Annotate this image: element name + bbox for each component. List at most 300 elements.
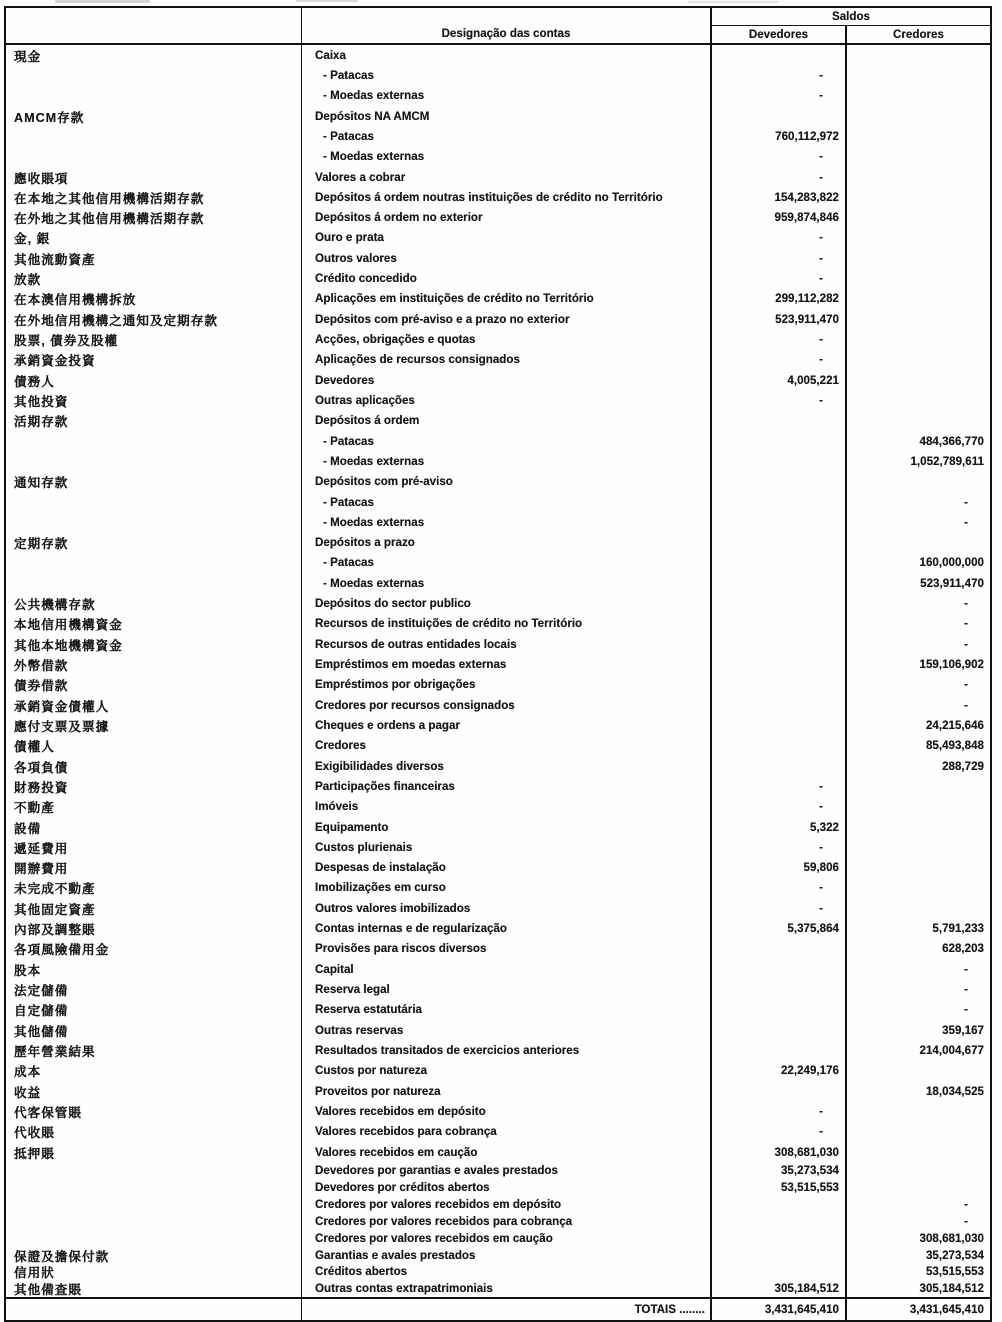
account-name-chinese: 金, 銀 xyxy=(6,228,302,248)
table-row xyxy=(6,593,990,613)
devedores-value xyxy=(712,1000,847,1020)
account-name-chinese: 財務投資 xyxy=(6,776,302,796)
credores-value xyxy=(847,309,990,329)
saldos-subheader-row xyxy=(712,26,990,43)
devedores-value: 35,273,534 xyxy=(712,1162,847,1179)
credores-value xyxy=(847,329,990,349)
credores-value: - xyxy=(964,983,968,997)
account-name-portuguese: Participações financeiras xyxy=(302,776,712,796)
devedores-value xyxy=(712,756,847,776)
account-name-chinese: 其他本地機構資金 xyxy=(6,634,302,654)
scan-artifact xyxy=(688,1,778,3)
accounts-table xyxy=(4,6,992,1322)
devedores-value: 53,515,553 xyxy=(712,1179,847,1196)
account-name-portuguese: Proveitos por natureza xyxy=(302,1081,712,1101)
account-name-chinese: 其他固定資產 xyxy=(6,898,302,918)
table-row xyxy=(6,451,990,471)
account-name-chinese: 內部及調整賬 xyxy=(6,918,302,938)
totals-row xyxy=(6,1297,990,1320)
account-name-chinese: 其他儲備 xyxy=(6,1020,302,1040)
table-row xyxy=(6,1020,990,1040)
table-row xyxy=(6,1061,990,1081)
credores-value xyxy=(847,878,990,898)
account-name-chinese: 自定儲備 xyxy=(6,1000,302,1020)
devedores-column-header: Devedores xyxy=(712,26,847,43)
credores-value xyxy=(847,533,990,553)
account-name-chinese: 其他備查賬 xyxy=(6,1280,302,1297)
credores-value xyxy=(847,776,990,796)
account-name-portuguese: Reserva estatutária xyxy=(302,1000,712,1020)
table-row xyxy=(6,1000,990,1020)
account-name-portuguese: Devedores por garantias e avales prestados xyxy=(302,1162,712,1179)
table-row xyxy=(6,65,990,85)
account-name-chinese xyxy=(6,553,302,573)
totals-devedores-value: 3,431,645,410 xyxy=(712,1299,847,1320)
table-row xyxy=(6,472,990,492)
account-name-portuguese: Cheques e ordens a pagar xyxy=(302,715,712,735)
table-row xyxy=(6,228,990,248)
credores-value: 308,681,030 xyxy=(919,1231,984,1245)
devedores-value xyxy=(712,106,847,126)
account-name-portuguese: Aplicações em instituições de crédito no Território xyxy=(302,289,712,309)
devedores-value: 22,249,176 xyxy=(712,1061,847,1081)
devedores-value: - xyxy=(712,898,847,918)
account-name-portuguese: Empréstimos por obrigações xyxy=(302,675,712,695)
account-name-portuguese: Reserva legal xyxy=(302,979,712,999)
account-name-chinese: 承銷資金投資 xyxy=(6,350,302,370)
credores-value xyxy=(847,370,990,390)
credores-value: - xyxy=(964,597,968,611)
devedores-value: 59,806 xyxy=(712,858,847,878)
account-name-portuguese: - Moedas externas xyxy=(302,573,712,593)
devedores-value xyxy=(712,1230,847,1247)
credores-value: 523,911,470 xyxy=(920,576,984,590)
devedores-value: - xyxy=(712,390,847,410)
credores-value: 305,184,512 xyxy=(919,1282,984,1296)
credores-value: 359,167 xyxy=(942,1023,984,1037)
credores-value xyxy=(847,858,990,878)
account-name-portuguese: Caixa xyxy=(302,45,712,65)
account-name-portuguese: Exigibilidades diversos xyxy=(302,756,712,776)
table-row xyxy=(6,106,990,126)
account-name-portuguese: Outros valores imobilizados xyxy=(302,898,712,918)
account-name-portuguese: Outras aplicações xyxy=(302,390,712,410)
table-row xyxy=(6,1122,990,1142)
devedores-value xyxy=(712,45,847,65)
account-name-chinese: 代客保管賬 xyxy=(6,1101,302,1121)
devedores-value xyxy=(712,979,847,999)
credores-value xyxy=(847,45,990,65)
credores-value: 53,515,553 xyxy=(925,1265,984,1279)
account-name-chinese xyxy=(6,451,302,471)
credores-value xyxy=(847,86,990,106)
account-name-portuguese: Capital xyxy=(302,959,712,979)
table-row xyxy=(6,573,990,593)
credores-value: - xyxy=(964,1214,968,1228)
credores-value: - xyxy=(964,617,968,631)
table-row xyxy=(6,492,990,512)
table-row xyxy=(6,939,990,959)
account-name-portuguese: Empréstimos em moedas externas xyxy=(302,654,712,674)
credores-value xyxy=(847,106,990,126)
account-name-chinese: 股票, 債券及股權 xyxy=(6,329,302,349)
table-row xyxy=(6,1101,990,1121)
table-row xyxy=(6,918,990,938)
table-row xyxy=(6,248,990,268)
table-row xyxy=(6,1040,990,1060)
account-name-chinese: 股本 xyxy=(6,959,302,979)
account-name-chinese: 代收賬 xyxy=(6,1122,302,1142)
account-name-chinese xyxy=(6,573,302,593)
credores-value xyxy=(847,268,990,288)
account-name-portuguese: Depósitos do sector publico xyxy=(302,593,712,613)
account-name-portuguese: Contas internas e de regularização xyxy=(302,918,712,938)
devedores-value xyxy=(712,451,847,471)
totals-label: TOTAIS ........ xyxy=(302,1299,712,1320)
account-name-chinese xyxy=(6,65,302,85)
account-name-portuguese: Custos por natureza xyxy=(302,1061,712,1081)
table-row xyxy=(6,86,990,106)
account-name-portuguese: Provisões para riscos diversos xyxy=(302,939,712,959)
devedores-value xyxy=(712,1040,847,1060)
table-row xyxy=(6,654,990,674)
credores-value: 35,273,534 xyxy=(925,1248,984,1262)
account-name-chinese: 放款 xyxy=(6,268,302,288)
account-name-portuguese: Recursos de outras entidades locais xyxy=(302,634,712,654)
devedores-value xyxy=(712,472,847,492)
credores-value: 628,203 xyxy=(942,942,984,956)
devedores-value: 299,112,282 xyxy=(712,289,847,309)
account-name-portuguese: Devedores xyxy=(302,370,712,390)
credores-value xyxy=(847,390,990,410)
table-row xyxy=(6,959,990,979)
devedores-value: - xyxy=(712,329,847,349)
table-row xyxy=(6,1247,990,1264)
account-name-portuguese: Despesas de instalação xyxy=(302,858,712,878)
table-row xyxy=(6,370,990,390)
credores-value xyxy=(847,208,990,228)
account-name-chinese xyxy=(6,1230,302,1247)
table-row xyxy=(6,695,990,715)
credores-value: - xyxy=(964,1003,968,1017)
account-name-portuguese: Credores por valores recebidos em depósito xyxy=(302,1196,712,1213)
credores-value: 159,106,902 xyxy=(919,658,984,672)
devedores-value xyxy=(712,1247,847,1264)
devedores-value: - xyxy=(712,65,847,85)
devedores-value xyxy=(712,675,847,695)
account-name-chinese: 歷年營業結果 xyxy=(6,1040,302,1060)
credores-value: 24,215,646 xyxy=(925,718,984,732)
account-name-chinese: AMCM存款 xyxy=(6,106,302,126)
account-name-portuguese: Credores xyxy=(302,736,712,756)
table-row xyxy=(6,736,990,756)
account-name-chinese: 在外地之其他信用機構活期存款 xyxy=(6,208,302,228)
account-name-chinese: 設備 xyxy=(6,817,302,837)
devedores-value: 523,911,470 xyxy=(712,309,847,329)
devedores-value xyxy=(712,614,847,634)
account-name-chinese xyxy=(6,1196,302,1213)
account-name-portuguese: - Patacas xyxy=(302,431,712,451)
table-body xyxy=(6,45,990,1297)
account-name-chinese xyxy=(6,1213,302,1230)
devedores-value xyxy=(712,939,847,959)
devedores-value: - xyxy=(712,167,847,187)
account-name-portuguese: Valores recebidos em depósito xyxy=(302,1101,712,1121)
credores-value xyxy=(847,1162,990,1179)
account-name-chinese: 其他投資 xyxy=(6,390,302,410)
credores-value: - xyxy=(964,678,968,692)
credores-value: 18,034,525 xyxy=(925,1084,984,1098)
account-name-portuguese: Depósitos á ordem xyxy=(302,411,712,431)
credores-value xyxy=(847,248,990,268)
table-row xyxy=(6,329,990,349)
devedores-value xyxy=(712,553,847,573)
designacao-column-header: Designação das contas xyxy=(302,8,712,43)
table-row xyxy=(6,390,990,410)
table-row xyxy=(6,512,990,532)
devedores-value xyxy=(712,512,847,532)
account-name-portuguese: Resultados transitados de exercicios anteriores xyxy=(302,1040,712,1060)
account-name-portuguese: Credores por valores recebidos para cobrança xyxy=(302,1213,712,1230)
account-name-portuguese: Equipamento xyxy=(302,817,712,837)
credores-value xyxy=(847,1122,990,1142)
account-name-portuguese: Credores por valores recebidos em caução xyxy=(302,1230,712,1247)
account-name-portuguese: Imóveis xyxy=(302,797,712,817)
devedores-value: - xyxy=(712,228,847,248)
account-name-portuguese: - Patacas xyxy=(302,126,712,146)
credores-value xyxy=(847,187,990,207)
devedores-value: 308,681,030 xyxy=(712,1142,847,1162)
account-name-chinese: 各項風險備用金 xyxy=(6,939,302,959)
credores-value xyxy=(847,289,990,309)
table-row xyxy=(6,1142,990,1162)
table-row xyxy=(6,1196,990,1213)
account-name-chinese xyxy=(6,492,302,512)
devedores-value xyxy=(712,654,847,674)
credores-value xyxy=(847,1101,990,1121)
table-row xyxy=(6,350,990,370)
table-row xyxy=(6,126,990,146)
devedores-value xyxy=(712,1020,847,1040)
account-name-portuguese: Depósitos NA AMCM xyxy=(302,106,712,126)
account-name-chinese xyxy=(6,86,302,106)
credores-value: 214,004,677 xyxy=(919,1043,984,1057)
devedores-value: 5,375,864 xyxy=(712,918,847,938)
account-name-chinese: 遞延費用 xyxy=(6,837,302,857)
table-row xyxy=(6,979,990,999)
credores-value xyxy=(847,898,990,918)
account-name-chinese: 債券借款 xyxy=(6,675,302,695)
devedores-value xyxy=(712,634,847,654)
account-name-chinese: 在本地之其他信用機構活期存款 xyxy=(6,187,302,207)
account-name-portuguese: Créditos abertos xyxy=(302,1264,712,1281)
credores-value xyxy=(847,147,990,167)
table-row xyxy=(6,878,990,898)
devedores-value: - xyxy=(712,86,847,106)
table-row xyxy=(6,45,990,65)
devedores-value: - xyxy=(712,147,847,167)
account-name-portuguese: Ouro e prata xyxy=(302,228,712,248)
account-name-chinese: 成本 xyxy=(6,1061,302,1081)
devedores-value xyxy=(712,492,847,512)
account-name-chinese: 承銷資金債權人 xyxy=(6,695,302,715)
account-name-portuguese: Valores a cobrar xyxy=(302,167,712,187)
table-row xyxy=(6,187,990,207)
account-name-chinese: 抵押賬 xyxy=(6,1142,302,1162)
account-name-chinese: 現金 xyxy=(6,45,302,65)
devedores-value: - xyxy=(712,797,847,817)
account-name-chinese: 應收賬項 xyxy=(6,167,302,187)
account-name-chinese xyxy=(6,1179,302,1196)
devedores-value xyxy=(712,959,847,979)
table-row xyxy=(6,1179,990,1196)
account-name-portuguese: Garantias e avales prestados xyxy=(302,1247,712,1264)
account-name-chinese: 本地信用機構資金 xyxy=(6,614,302,634)
devedores-value: - xyxy=(712,837,847,857)
credores-value: 5,791,233 xyxy=(932,922,984,936)
account-name-chinese: 各項負債 xyxy=(6,756,302,776)
table-row xyxy=(6,208,990,228)
account-name-portuguese: - Patacas xyxy=(302,553,712,573)
table-row xyxy=(6,1230,990,1247)
account-name-chinese: 其他流動資產 xyxy=(6,248,302,268)
credores-value xyxy=(847,1142,990,1162)
credores-value xyxy=(847,837,990,857)
credores-value xyxy=(847,65,990,85)
credores-value xyxy=(847,126,990,146)
table-row xyxy=(6,147,990,167)
table-header xyxy=(6,8,990,45)
account-name-chinese: 在外地信用機構之通知及定期存款 xyxy=(6,309,302,329)
table-row xyxy=(6,289,990,309)
devedores-value: - xyxy=(712,878,847,898)
devedores-value xyxy=(712,431,847,451)
credores-value: 85,493,848 xyxy=(925,739,984,753)
table-row xyxy=(6,817,990,837)
account-name-chinese xyxy=(6,126,302,146)
credores-value xyxy=(847,472,990,492)
account-name-portuguese: Valores recebidos em caução xyxy=(302,1142,712,1162)
account-name-portuguese: - Moedas externas xyxy=(302,86,712,106)
devedores-value: - xyxy=(712,350,847,370)
scan-artifact xyxy=(55,0,150,3)
credores-value: - xyxy=(964,962,968,976)
account-name-portuguese: Custos plurienais xyxy=(302,837,712,857)
account-name-portuguese: Depósitos a prazo xyxy=(302,533,712,553)
devedores-value xyxy=(712,1213,847,1230)
account-name-chinese: 不動產 xyxy=(6,797,302,817)
scan-artifact xyxy=(296,0,358,2)
account-name-portuguese: Aplicações de recursos consignados xyxy=(302,350,712,370)
credores-value xyxy=(847,411,990,431)
table-row xyxy=(6,268,990,288)
table-row xyxy=(6,431,990,451)
account-name-chinese: 收益 xyxy=(6,1081,302,1101)
account-name-portuguese: Outras contas extrapatrimoniais xyxy=(302,1280,712,1297)
saldos-header-group xyxy=(712,8,990,43)
credores-value xyxy=(847,167,990,187)
totals-chinese-cell xyxy=(6,1299,302,1320)
table-row xyxy=(6,533,990,553)
credores-value: 484,366,770 xyxy=(919,434,984,448)
account-name-portuguese: - Moedas externas xyxy=(302,451,712,471)
devedores-value: - xyxy=(712,1101,847,1121)
devedores-value xyxy=(712,573,847,593)
account-name-portuguese: Acções, obrigações e quotas xyxy=(302,329,712,349)
credores-value: - xyxy=(964,698,968,712)
devedores-value: - xyxy=(712,248,847,268)
account-name-portuguese: Recursos de instituições de crédito no Território xyxy=(302,614,712,634)
devedores-value: 154,283,822 xyxy=(712,187,847,207)
table-row xyxy=(6,1081,990,1101)
table-row xyxy=(6,411,990,431)
table-row xyxy=(6,898,990,918)
credores-value: 160,000,000 xyxy=(919,556,984,570)
account-name-portuguese: Crédito concedido xyxy=(302,268,712,288)
credores-value: 1,052,789,611 xyxy=(910,454,984,468)
saldos-header: Saldos xyxy=(712,8,990,26)
account-name-chinese: 定期存款 xyxy=(6,533,302,553)
credores-value: - xyxy=(964,637,968,651)
table-row xyxy=(6,776,990,796)
account-name-portuguese: Depósitos com pré-aviso xyxy=(302,472,712,492)
devedores-value xyxy=(712,1264,847,1281)
chinese-accounts-column-header xyxy=(6,8,302,43)
table-row xyxy=(6,167,990,187)
table-row xyxy=(6,1280,990,1297)
account-name-chinese: 信用狀 xyxy=(6,1264,302,1281)
account-name-chinese: 在本澳信用機構拆放 xyxy=(6,289,302,309)
credores-value xyxy=(847,1061,990,1081)
account-name-portuguese: Depósitos á ordem noutras instituições de crédito no Território xyxy=(302,187,712,207)
devedores-value xyxy=(712,1196,847,1213)
account-name-chinese: 法定儲備 xyxy=(6,979,302,999)
devedores-value xyxy=(712,736,847,756)
devedores-value: - xyxy=(712,1122,847,1142)
account-name-chinese: 保證及擔保付款 xyxy=(6,1247,302,1264)
table-row xyxy=(6,553,990,573)
table-row xyxy=(6,715,990,735)
devedores-value xyxy=(712,411,847,431)
account-name-chinese xyxy=(6,431,302,451)
table-row xyxy=(6,614,990,634)
table-row xyxy=(6,1162,990,1179)
account-name-portuguese: Valores recebidos para cobrança xyxy=(302,1122,712,1142)
account-name-chinese: 債權人 xyxy=(6,736,302,756)
credores-value xyxy=(847,228,990,248)
account-name-chinese: 活期存款 xyxy=(6,411,302,431)
account-name-chinese: 債務人 xyxy=(6,370,302,390)
devedores-value: - xyxy=(712,268,847,288)
table-row xyxy=(6,634,990,654)
account-name-chinese: 開辦費用 xyxy=(6,858,302,878)
table-row xyxy=(6,837,990,857)
table-row xyxy=(6,1213,990,1230)
devedores-value: 5,322 xyxy=(712,817,847,837)
account-name-portuguese: - Patacas xyxy=(302,65,712,85)
devedores-value xyxy=(712,593,847,613)
devedores-value xyxy=(712,695,847,715)
account-name-chinese: 公共機構存款 xyxy=(6,593,302,613)
account-name-portuguese: Outros valores xyxy=(302,248,712,268)
credores-value: - xyxy=(964,495,968,509)
devedores-value: 760,112,972 xyxy=(712,126,847,146)
table-row xyxy=(6,858,990,878)
account-name-portuguese: Depósitos á ordem no exterior xyxy=(302,208,712,228)
devedores-value xyxy=(712,533,847,553)
account-name-portuguese: Devedores por créditos abertos xyxy=(302,1179,712,1196)
account-name-portuguese: Imobilizações em curso xyxy=(302,878,712,898)
